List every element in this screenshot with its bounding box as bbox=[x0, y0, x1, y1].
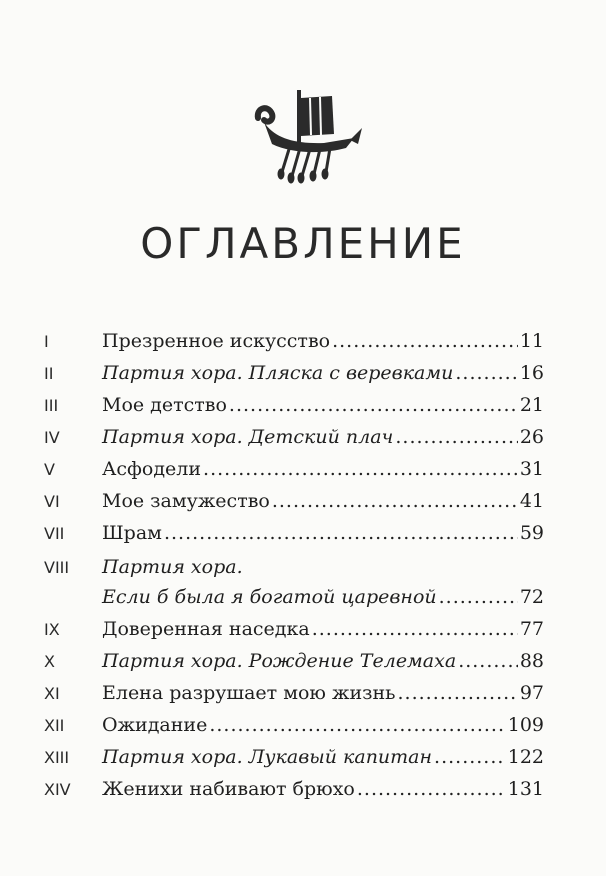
toc-entry bbox=[102, 774, 544, 804]
chapter-title: Доверенная наседка bbox=[102, 618, 310, 640]
toc-row bbox=[44, 646, 544, 676]
dot-leader bbox=[439, 582, 518, 612]
toc-entry bbox=[102, 422, 544, 452]
toc-entry bbox=[102, 358, 544, 388]
dot-leader bbox=[455, 358, 517, 388]
ship-icon bbox=[254, 88, 364, 184]
toc-row bbox=[44, 518, 544, 548]
dot-leader bbox=[229, 390, 518, 420]
chapter-title: Мое детство bbox=[102, 394, 227, 416]
toc-entry bbox=[102, 518, 544, 548]
chapter-number: XI bbox=[44, 684, 60, 703]
toc-row bbox=[44, 614, 544, 644]
page-number: 122 bbox=[507, 746, 544, 768]
toc-entry bbox=[102, 326, 544, 356]
chapter-number: VI bbox=[44, 492, 60, 511]
chapter-title: Партия хора. Рождение Телемаха bbox=[102, 650, 457, 672]
toc-row bbox=[44, 710, 544, 740]
chapter-title: Женихи набивают брюхо bbox=[102, 778, 355, 800]
chapter-number: XIII bbox=[44, 748, 70, 767]
chapter-title: Партия хора. bbox=[102, 556, 243, 578]
chapter-number: VII bbox=[44, 524, 65, 543]
chapter-title: Шрам bbox=[102, 522, 162, 544]
chapter-title: Партия хора. Пляска с веревками bbox=[102, 362, 454, 384]
toc-row bbox=[44, 326, 544, 356]
toc-entry bbox=[102, 678, 544, 708]
dot-leader bbox=[164, 518, 518, 548]
toc-entry bbox=[102, 646, 544, 676]
chapter-title: Презренное искусство bbox=[102, 330, 331, 352]
chapter-title: Если б была я богатой царевной bbox=[102, 586, 437, 608]
chapter-number: I bbox=[44, 332, 49, 351]
page-number: 109 bbox=[507, 714, 544, 736]
toc-entry bbox=[102, 390, 544, 420]
chapter-title: Ожидание bbox=[102, 714, 208, 736]
page-number: 131 bbox=[507, 778, 544, 800]
page-number: 72 bbox=[519, 586, 544, 608]
dot-leader bbox=[458, 646, 518, 676]
page-number: 97 bbox=[519, 682, 544, 704]
dot-leader bbox=[203, 454, 518, 484]
chapter-number: V bbox=[44, 460, 55, 479]
toc-row bbox=[44, 678, 544, 708]
page-number: 11 bbox=[519, 330, 544, 352]
toc-row bbox=[44, 358, 544, 388]
dot-leader bbox=[209, 710, 505, 740]
dot-leader bbox=[357, 774, 506, 804]
chapter-number: IX bbox=[44, 620, 60, 639]
dot-leader bbox=[312, 614, 518, 644]
page-number: 26 bbox=[519, 426, 544, 448]
dot-leader bbox=[332, 326, 518, 356]
dot-leader bbox=[395, 422, 517, 452]
chapter-number: XII bbox=[44, 716, 65, 735]
toc-row bbox=[44, 390, 544, 420]
toc-row bbox=[44, 552, 544, 582]
page-number: 16 bbox=[519, 362, 544, 384]
page-number: 88 bbox=[519, 650, 544, 672]
chapter-title: Асфодели bbox=[102, 458, 202, 480]
dot-leader bbox=[398, 678, 518, 708]
toc-entry bbox=[102, 582, 544, 612]
toc-entry bbox=[102, 454, 544, 484]
toc-row bbox=[44, 742, 544, 772]
chapter-number: IV bbox=[44, 428, 60, 447]
page-number: 41 bbox=[519, 490, 544, 512]
page-number: 59 bbox=[519, 522, 544, 544]
chapter-title: Елена разрушает мою жизнь bbox=[102, 682, 396, 704]
dot-leader bbox=[272, 486, 518, 516]
page-number: 77 bbox=[519, 618, 544, 640]
toc-entry bbox=[102, 710, 544, 740]
toc-entry bbox=[102, 742, 544, 772]
chapter-number: X bbox=[44, 652, 55, 671]
page-title: ОГЛАВЛЕНИЕ bbox=[140, 219, 466, 268]
toc-row bbox=[44, 582, 544, 612]
toc-entry bbox=[102, 614, 544, 644]
chapter-title: Партия хора. Лукавый капитан bbox=[102, 746, 433, 768]
chapter-number: III bbox=[44, 396, 59, 415]
toc-row bbox=[44, 486, 544, 516]
toc-row bbox=[44, 454, 544, 484]
chapter-title: Мое замужество bbox=[102, 490, 270, 512]
dot-leader bbox=[434, 742, 506, 772]
page-number: 21 bbox=[519, 394, 544, 416]
toc-row bbox=[44, 774, 544, 804]
toc-entry bbox=[102, 486, 544, 516]
chapter-number: XIV bbox=[44, 780, 71, 799]
chapter-title: Партия хора. Детский плач bbox=[102, 426, 394, 448]
toc-row bbox=[44, 422, 544, 452]
chapter-number: II bbox=[44, 364, 54, 383]
chapter-number: VIII bbox=[44, 558, 70, 577]
toc-entry bbox=[102, 552, 544, 582]
page-number: 31 bbox=[519, 458, 544, 480]
